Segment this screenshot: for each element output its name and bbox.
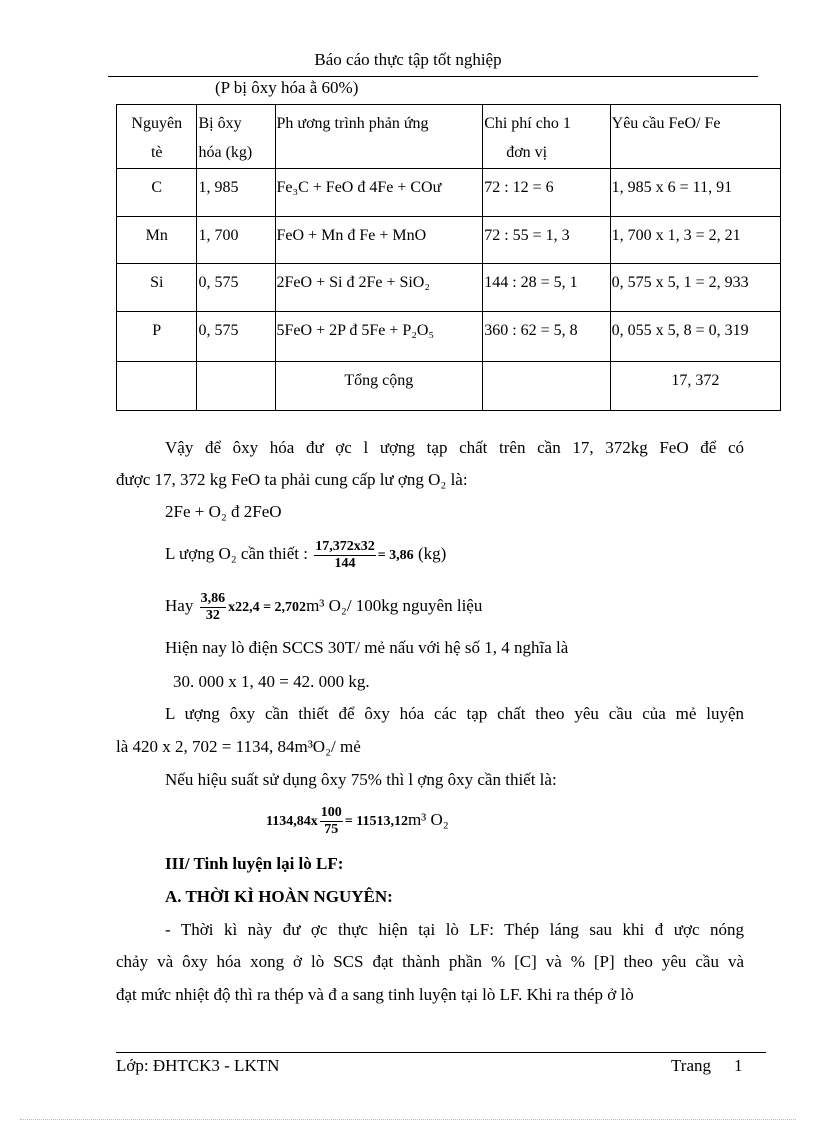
header-cell-requirement	[610, 105, 780, 169]
footer-page-label: Trang	[671, 1056, 711, 1075]
paragraph-line: 30. 000 x 1, 40 = 42. 000 kg.	[173, 672, 370, 691]
cell-element: Mn	[117, 217, 197, 264]
header-text: đơn vị	[506, 144, 548, 161]
paragraph-line: được 17, 372 kg FeO ta phải cung cấp lư ợng O₂ là:	[116, 470, 468, 489]
table-row	[117, 264, 781, 312]
fraction-numerator: 17,372x32	[315, 538, 375, 554]
header-cell-reaction	[275, 105, 483, 169]
header-rule	[108, 76, 758, 77]
cell-reaction: FeO + Mn đ Fe + MnO	[275, 217, 483, 264]
table-note: (P bị ôxy hóa ằ 60%)	[215, 78, 359, 97]
table-total-row	[117, 362, 781, 411]
cell-element: C	[117, 169, 197, 217]
cell-oxidized: 0, 575	[197, 312, 275, 362]
header-cell-element	[117, 105, 197, 169]
o2-fraction	[314, 539, 376, 572]
equation-line: 2Fe + O₂ đ 2FeO	[165, 502, 282, 521]
paragraph-line: Nếu hiệu suất sử dụng ôxy 75% thì l ợng ôxy cần thiết là:	[165, 770, 557, 789]
footer-rule	[116, 1052, 766, 1053]
hay-unit: m³ O₂/ 100kg nguyên liệu	[306, 596, 483, 615]
cell-reaction: Fe₃C + FeO đ 4Fe + COư	[275, 169, 483, 217]
header-text: Chi phí cho 1	[484, 115, 571, 132]
cell-oxidized: 0, 575	[197, 264, 275, 312]
page-header-title: Báo cáo thực tập tốt nghiệp	[314, 50, 502, 69]
o2-result: = 3,86	[377, 548, 414, 563]
fraction-denominator: 32	[205, 607, 220, 623]
final-prefix: 1134,84x	[266, 814, 318, 829]
hay-line	[165, 586, 793, 628]
cell-requirement: 1, 700 x 1, 3 = 2, 21	[610, 217, 780, 264]
o2-requirement-line	[165, 534, 793, 576]
cell-empty	[483, 362, 610, 411]
cell-cost: 72 : 12 = 6	[483, 169, 610, 217]
paragraph-line: chảy và ôxy hóa xong ở lò SCS đạt thành phần % [C] và % [P] theo yêu cầu và	[116, 952, 744, 971]
paragraph-line: - Thời kì này đư ợc thực hiện tại lò LF: Thép láng sau khi đ ược nóng	[165, 920, 744, 939]
o2-label: L ượng O₂ cần thiết :	[165, 544, 308, 563]
cell-cost: 72 : 55 = 1, 3	[483, 217, 610, 264]
cell-oxidized: 1, 985	[197, 169, 275, 217]
cell-requirement: 1, 985 x 6 = 11, 91	[610, 169, 780, 217]
final-fraction	[320, 805, 343, 838]
header-cell-oxidized	[197, 105, 275, 169]
cell-oxidized: 1, 700	[197, 217, 275, 264]
header-cell-cost	[483, 105, 610, 169]
total-label: Tổng cộng	[275, 362, 483, 411]
cell-reaction: 2FeO + Si đ 2Fe + SiO₂	[275, 264, 483, 312]
hay-label: Hay	[165, 596, 194, 615]
header-text: hóa (kg)	[198, 144, 253, 161]
footer-class-label: Lớp: ĐHTCK3 - LKTN	[116, 1056, 280, 1075]
cell-cost: 144 : 28 = 5, 1	[483, 264, 610, 312]
subsection-heading: A. THỜI KÌ HOÀN NGUYÊN:	[165, 887, 393, 906]
cell-requirement: 0, 575 x 5, 1 = 2, 933	[610, 264, 780, 312]
cell-element: Si	[117, 264, 197, 312]
header-text: Yêu cầu FeO/ Fe	[611, 115, 721, 132]
header-text: Ph ương trình phản ứng	[276, 115, 429, 132]
cell-empty	[197, 362, 275, 411]
final-oxygen-line	[266, 800, 816, 842]
table-row	[117, 217, 781, 264]
cell-cost: 360 : 62 = 5, 8	[483, 312, 610, 362]
header-text: Bị ôxy	[198, 115, 242, 132]
fraction-numerator: 100	[320, 804, 342, 820]
page-bottom-divider	[20, 1119, 796, 1120]
footer-page-number: 1	[734, 1056, 743, 1075]
hay-result: x22,4 = 2,702	[228, 600, 307, 615]
final-result: = 11513,12	[344, 814, 408, 829]
cell-element: P	[117, 312, 197, 362]
cell-empty	[117, 362, 197, 411]
hay-fraction	[200, 591, 227, 624]
section-heading: III/ Tinh luyện lại lò LF:	[165, 854, 344, 873]
paragraph-line: là 420 x 2, 702 = 1134, 84m³O₂/ mẻ	[116, 737, 361, 756]
table-header-row	[117, 105, 781, 169]
total-value: 17, 372	[610, 362, 780, 411]
header-text: Nguyên	[131, 115, 183, 132]
paragraph-line: Vậy để ôxy hóa đư ợc l ượng tạp chất trên cần 17, 372kg FeO để có	[165, 438, 744, 457]
paragraph-line: đạt mức nhiệt độ thì ra thép và đ a sang tinh luyện tại lò LF. Khi ra thép ở lò	[116, 985, 634, 1004]
table-row	[117, 312, 781, 362]
final-unit: m³ O₂	[407, 810, 449, 829]
fraction-denominator: 144	[334, 555, 356, 571]
reaction-table	[116, 104, 781, 411]
fraction-numerator: 3,86	[200, 590, 226, 606]
o2-unit: (kg)	[417, 544, 447, 563]
table-row	[117, 169, 781, 217]
header-text: tè	[150, 144, 163, 161]
cell-requirement: 0, 055 x 5, 8 = 0, 319	[610, 312, 780, 362]
cell-reaction: 5FeO + 2P đ 5Fe + P₂O₅	[275, 312, 483, 362]
paragraph-line: L ượng ôxy cần thiết để ôxy hóa các tạp chất theo yêu cầu của mẻ luyện	[165, 704, 744, 723]
fraction-denominator: 75	[324, 821, 339, 837]
paragraph-line: Hiện nay lò điện SCCS 30T/ mẻ nấu với hệ số 1, 4 nghĩa là	[165, 638, 569, 657]
